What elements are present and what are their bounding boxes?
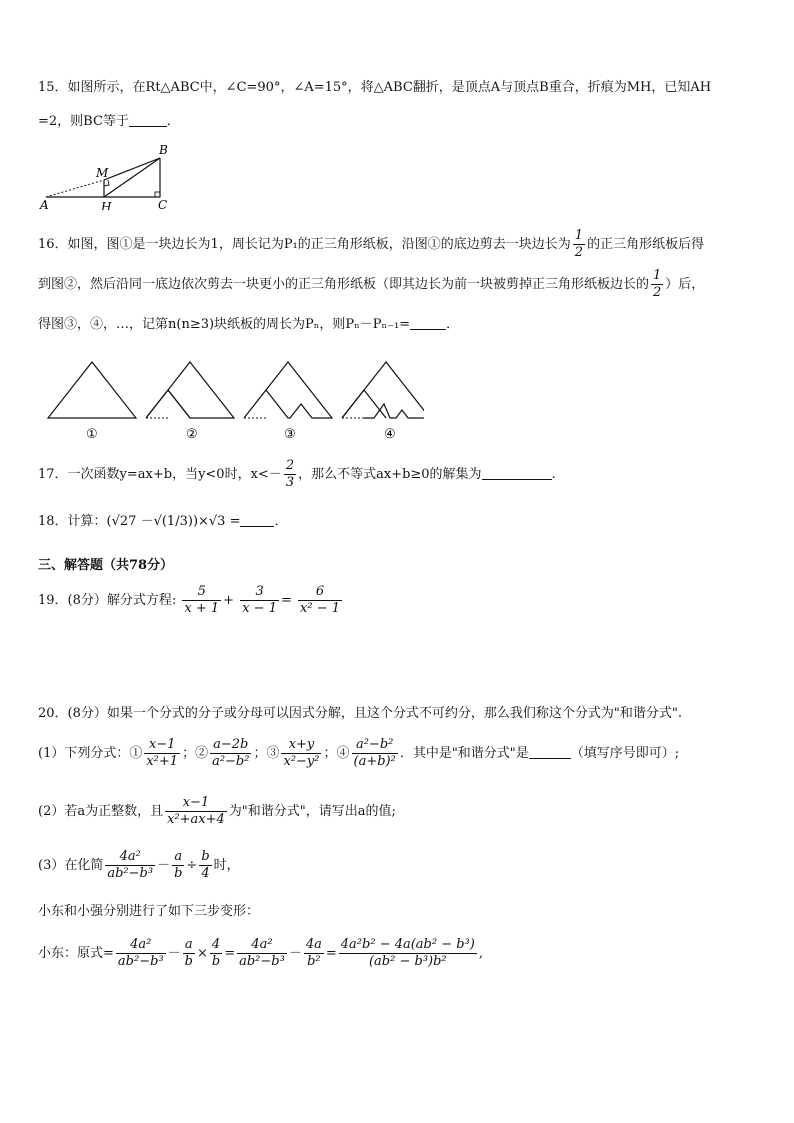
q20-p1-end: （填写序号即可）; <box>570 746 680 761</box>
q15-label-c: C <box>158 198 168 210</box>
q17-answer-blank[interactable] <box>482 465 552 480</box>
q16-half-den-2: 2 <box>653 285 662 300</box>
q15-fold-dashed-am <box>46 180 104 197</box>
q20-p5-frac-3 <box>210 937 222 970</box>
q16-half-fraction-2 <box>651 268 663 301</box>
q18-text: 18．计算：(√27 － <box>38 514 154 529</box>
q20-p1-post: ．其中是"和谐分式"是 <box>399 746 529 761</box>
q16-line-1-end: 的正三角形纸板后得 <box>587 237 705 252</box>
q20-p3-f2-num: a <box>172 849 184 866</box>
q20-p5-f5-num: 4a <box>305 937 322 952</box>
q16-half-fraction-1 <box>573 228 585 261</box>
q19-t3-num: 6 <box>298 584 342 601</box>
q20-p5-f6-den: (ab² − b³)b² <box>368 954 447 969</box>
section-3-title: 三、解答题（共78分） <box>38 558 174 573</box>
q15-side-mb <box>104 158 160 180</box>
q20-p5-eq: = <box>224 946 236 961</box>
q20-part-1 <box>38 734 679 774</box>
q20-p1-sep-2: ；② <box>182 746 209 761</box>
q20-p5-frac-1 <box>116 937 166 970</box>
q20-part-4: 小东和小强分别进行了如下三步变形： <box>38 904 260 919</box>
q20-p5-frac-4 <box>237 937 287 970</box>
q16-answer-blank[interactable] <box>410 315 446 330</box>
q20-p3-minus: － <box>157 858 171 873</box>
q20-p5-f5-den: b² <box>307 954 321 969</box>
q16-caption-1: ① <box>86 427 98 442</box>
q20-p1-sep-3: ；③ <box>253 746 280 761</box>
q20-p1-text: (1）下列分式：① <box>38 746 143 761</box>
q15-label-m: M <box>96 166 109 180</box>
q20-p5-f4-den: ab²−b³ <box>239 954 285 969</box>
q16-line-3-end: ． <box>446 317 460 332</box>
q19-t2-den: x − 1 <box>242 601 277 616</box>
q19-t1-den: x + 1 <box>184 601 220 616</box>
q16-board-2 <box>146 362 234 418</box>
q15-triangle-figure <box>38 140 178 210</box>
q20-p1-frac-4 <box>352 737 398 770</box>
q19-t2-num: 3 <box>240 584 279 601</box>
q16-board-4 <box>342 362 424 418</box>
q20-p5-f2-num: a <box>183 937 195 954</box>
q20-p2-text: (2）若a为正整数，且 <box>38 804 164 819</box>
q20-p1-f1-num: x−1 <box>144 737 180 754</box>
q19-text: 19．(8分）解分式方程: <box>38 593 177 608</box>
q20-p3-f1-num: 4a² <box>105 849 155 866</box>
q20-p5-f2-den: b <box>184 954 193 969</box>
q16-line-2-text: 到图②，然后沿同一底边依次剪去一块更小的正三角形纸板（即其边长为前一块被剪掉正三角形纸板边长的 <box>38 277 650 292</box>
q20-p1-f3-den: x²−y² <box>283 754 320 769</box>
q16-half-num-1: 1 <box>574 228 584 243</box>
q20-part-5 <box>38 932 483 976</box>
q16-half-den-1: 2 <box>574 245 584 260</box>
q20-p1-f3-num: x+y <box>281 737 321 754</box>
q20-p5-minus-2: － <box>288 946 302 961</box>
q20-p5-f3-den: b <box>211 954 221 969</box>
q20-intro: 20．(8分）如果一个分式的分子或分母可以因式分解，且这个分式不可约分，那么我们称这个分式为"和谐分式". <box>38 706 682 721</box>
q17-frac-num: 2 <box>285 458 295 473</box>
q20-p5-times: × <box>196 946 208 961</box>
q20-p3-f1-den: ab²−b³ <box>107 866 154 881</box>
q20-p2-fraction <box>165 795 227 828</box>
q18-sqrt-fraction: √(1/3) <box>153 514 193 529</box>
q20-part-2 <box>38 792 396 832</box>
q20-p3-div: ÷ <box>186 858 198 873</box>
q20-part-3 <box>38 846 240 886</box>
q20-p5-f3-num: 4 <box>210 937 222 954</box>
q20-p5-frac-5 <box>304 937 324 970</box>
q20-p2-post: 为"和谐分式"，请写出a的值; <box>228 804 396 819</box>
q16-caption-4: ④ <box>384 427 396 442</box>
q18-line <box>38 512 288 532</box>
q15-right-angle-c <box>155 192 160 197</box>
q16-caption-3: ③ <box>284 427 296 442</box>
q17-mid-text: ，那么不等式ax+b≥0的解集为 <box>298 467 482 482</box>
q20-p5-f1-den: ab²−b³ <box>117 954 164 969</box>
q16-line-3 <box>38 315 459 335</box>
q18-end: ． <box>274 514 288 529</box>
q20-p3-post: 时， <box>213 858 240 873</box>
q20-p5-f4-num: 4a² <box>237 937 287 954</box>
q15-line-2-end: ． <box>166 114 180 129</box>
q20-p1-sep-4: ；④ <box>323 746 350 761</box>
q16-caption-2: ② <box>186 427 198 442</box>
q20-p3-frac-2 <box>172 849 184 882</box>
q20-p1-f4-num: a²−b² <box>352 737 398 754</box>
q16-line-1-text: 16．如图，图①是一块边长为1，周长记为P₁的正三角形纸板，沿图①的底边剪去一块边长为 <box>38 237 571 252</box>
q17-frac-den: 3 <box>285 475 295 490</box>
q16-triangles-figure <box>44 356 424 444</box>
q16-half-num-2: 1 <box>653 268 662 283</box>
q20-p3-frac-1 <box>105 849 155 882</box>
q20-p2-num: x−1 <box>165 795 227 812</box>
q15-label-a: A <box>40 198 49 210</box>
q19-t3-den: x² − 1 <box>300 601 341 616</box>
q19-equals: = <box>280 593 292 608</box>
q20-p5-minus: － <box>167 946 181 961</box>
q20-p1-answer-blank[interactable] <box>529 744 571 759</box>
q19-t1-num: 5 <box>182 584 221 601</box>
q17-line <box>38 458 556 492</box>
q20-p1-f1-den: x²+1 <box>146 754 179 769</box>
q15-line-2 <box>38 112 180 132</box>
q20-p5-end: , <box>478 946 483 961</box>
q20-p2-den: x²+ax+4 <box>167 812 225 827</box>
q15-side-hb <box>104 158 160 197</box>
q20-p5-eq-2: = <box>325 946 337 961</box>
q16-line-2 <box>38 268 704 301</box>
q20-p3-f3-num: b <box>201 849 210 864</box>
q15-right-angle-m <box>104 180 109 186</box>
q16-line-1 <box>38 228 704 261</box>
q20-p3-f2-den: b <box>174 866 183 881</box>
q15-answer-blank[interactable] <box>129 112 167 127</box>
q15-label-h: H <box>101 200 112 210</box>
q20-p1-f4-den: (a+b)² <box>353 754 396 769</box>
q20-p1-f2-num: a−2b <box>210 737 251 754</box>
q20-p5-frac-2 <box>183 937 195 970</box>
q18-text-post: )×√3 = <box>192 514 241 529</box>
q20-p3-frac-3 <box>199 849 211 882</box>
q18-answer-blank[interactable] <box>240 512 274 527</box>
q19-plus: + <box>223 593 235 608</box>
q15-line-1: 15．如图所示，在Rt△ABC中，∠C=90°，∠A=15°，将△ABC翻折，是顶点A与顶点B重合，折痕为MH，已知AH <box>38 80 712 95</box>
q17-end: . <box>551 467 556 482</box>
q16-line-2-end: ）后， <box>665 277 705 292</box>
q16-line-3-text: 得图③，④，…，记第n(n≥3)块纸板的周长为Pₙ，则Pₙ－Pₙ₋₁= <box>38 317 411 332</box>
q20-p5-f6-num: 4a²b² − 4a(ab² − b³) <box>340 937 475 952</box>
q16-board-1 <box>48 362 136 418</box>
q16-board-3 <box>244 362 332 418</box>
q15-label-b: B <box>159 143 168 157</box>
q20-p1-frac-3 <box>281 737 321 770</box>
q20-p1-frac-2 <box>210 737 251 770</box>
q17-fraction <box>284 458 296 491</box>
q15-line-2-text: =2，则BC等于 <box>38 114 129 129</box>
q19-term-2 <box>240 584 279 617</box>
q19-term-3 <box>298 584 342 617</box>
q20-p5-f1-num: 4a² <box>116 937 166 954</box>
q19-term-1 <box>182 584 221 617</box>
q20-p1-frac-1 <box>144 737 180 770</box>
q20-p1-f2-den: a²−b² <box>212 754 250 769</box>
q20-p3-f3-den: 4 <box>201 866 210 881</box>
q20-p5-text: 小东：原式= <box>38 946 114 961</box>
q19-line <box>38 582 344 620</box>
q17-text: 17．一次函数y=ax+b，当y<0时，x<－ <box>38 467 282 482</box>
q20-p3-text: (3）在化简 <box>38 858 104 873</box>
q20-p5-frac-6 <box>339 937 477 970</box>
